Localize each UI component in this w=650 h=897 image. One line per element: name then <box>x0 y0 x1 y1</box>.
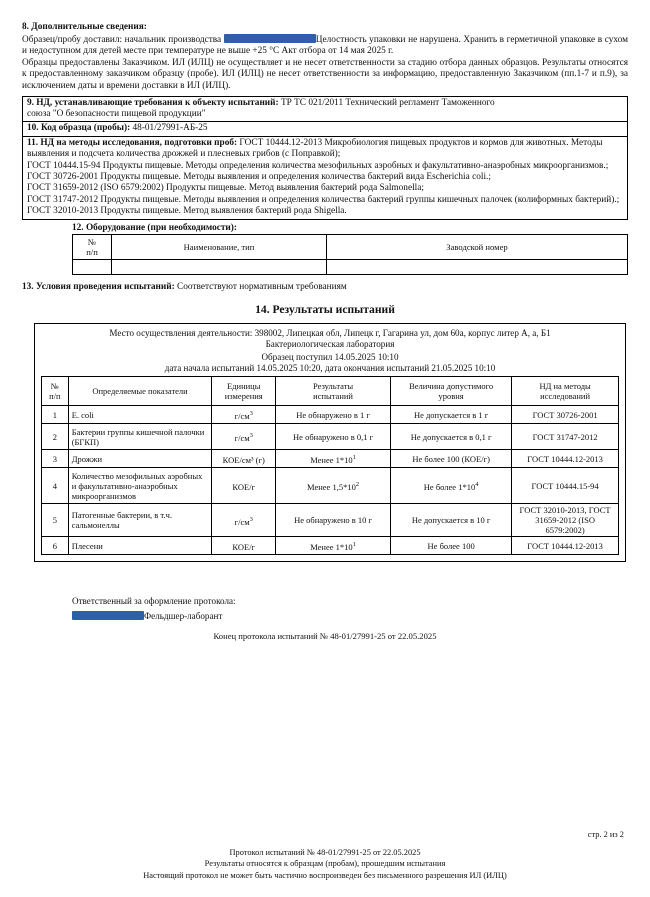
results-col-indicator: Определяемые показатели <box>68 377 212 406</box>
section-9-text-line1: ТР ТС 021/2011 Технический регламент Таможенного <box>280 97 495 108</box>
row-3-num: 3 <box>42 450 69 468</box>
row-5-nd: ГОСТ 32010-2013, ГОСТ 31659-2012 (ISO 6579:2002) <box>512 504 619 537</box>
page-number: стр. 2 из 2 <box>587 830 624 839</box>
section-8-title: 8. Дополнительные сведения: <box>22 22 147 32</box>
document-content <box>22 22 628 641</box>
row-2-units-sup: 3 <box>249 432 253 440</box>
results-col-num-top: № <box>50 381 59 392</box>
row-1-indicator: E. coli <box>68 406 212 424</box>
section-10-title: 10. Код образца (пробы): <box>27 123 131 134</box>
row-2-units <box>212 424 276 450</box>
results-col-result-top: Результаты <box>312 381 354 392</box>
row-6-indicator: Плесени <box>68 537 212 555</box>
row-6-nd: ГОСТ 10444.12-2013 <box>512 537 619 555</box>
row-3-result <box>276 450 391 468</box>
row-4-result-text: Менее 1,5*10 <box>307 481 356 492</box>
equipment-cell-name <box>112 259 327 274</box>
row-6-result <box>276 537 391 555</box>
section-13-value: Соответствуют нормативным требованиям <box>177 281 347 292</box>
row-1-result: Не обнаружено в 1 г <box>276 406 391 424</box>
section-8 <box>22 22 628 93</box>
row-2-result: Не обнаружено в 0,1 г <box>276 424 391 450</box>
footer-line-2: Результаты относятся к образцам (пробам), прошедшим испытания <box>204 859 446 868</box>
row-6-norm: Не более 100 <box>391 537 512 555</box>
section-11-box <box>22 136 628 220</box>
row-3-units-text: КОЕ/см³ (г) <box>222 454 265 465</box>
row-5-result: Не обнаружено в 10 г <box>276 504 391 537</box>
results-col-units-bottom: измерения <box>224 391 263 402</box>
section-11-line-4: ГОСТ 31747-2012 Продукты пищевые. Методы выявления и определения количества бактерий группы кишечных палочек (колиформных бактерий).; <box>27 194 620 205</box>
table-row <box>42 537 619 555</box>
row-4-norm-sup: 4 <box>475 481 479 489</box>
results-col-norm-top: Величина допустимого <box>409 381 494 392</box>
results-col-num-bottom: п/п <box>49 391 61 402</box>
section-8-delivery-text: Образец/пробу доставил: начальник производства <box>22 34 222 45</box>
row-3-result-sup: 1 <box>352 454 356 462</box>
row-4-units <box>212 468 276 504</box>
end-of-protocol-line: Конец протокола испытаний № 48-01/27991-25 от 22.05.2025 <box>213 631 437 642</box>
responsible-label: Ответственный за оформление протокола: <box>72 596 236 607</box>
row-6-num: 6 <box>42 537 69 555</box>
results-col-nd <box>512 377 619 406</box>
results-outer-box <box>34 323 626 563</box>
test-dates-line: дата начала испытаний 14.05.2025 10:20, дата окончания испытаний 21.05.2025 10:10 <box>164 363 496 374</box>
row-4-norm <box>391 468 512 504</box>
section-11-line-5: ГОСТ 32010-2013 Продукты пищевые. Метод выявления бактерий рода Shigella. <box>27 206 347 217</box>
section-10-box <box>22 121 628 135</box>
row-5-units-text: г/см <box>234 516 250 527</box>
results-col-units <box>212 377 276 406</box>
row-2-num: 2 <box>42 424 69 450</box>
section-11-line-3: ГОСТ 31659-2012 (ISO 6579:2002) Продукты пищевые. Метод выявления бактерий рода Salmonella; <box>27 183 424 194</box>
row-1-norm: Не допускается в 1 г <box>391 406 512 424</box>
results-col-nd-top: НД на методы <box>539 381 591 392</box>
row-2-units-text: г/см <box>234 432 250 443</box>
row-5-num: 5 <box>42 504 69 537</box>
equipment-col-serial: Заводской номер <box>327 234 628 259</box>
row-4-nd: ГОСТ 10444.15-94 <box>512 468 619 504</box>
redaction-bar-name <box>224 34 316 43</box>
table-row <box>42 406 619 424</box>
results-col-norm-bottom: уровня <box>438 391 464 402</box>
row-5-units-sup: 3 <box>249 515 253 523</box>
equipment-col-num <box>73 234 112 259</box>
document-footer <box>0 847 650 882</box>
equipment-table-header-row <box>73 234 628 259</box>
row-5-indicator: Патогенные бактерии, в т.ч. сальмонеллы <box>68 504 212 537</box>
row-1-nd: ГОСТ 30726-2001 <box>512 406 619 424</box>
section-13-title: 13. Условия проведения испытаний: <box>22 281 175 292</box>
row-3-indicator: Дрожжи <box>68 450 212 468</box>
row-6-units-text: КОЕ/г <box>232 541 256 552</box>
equipment-col-num-bottom: п/п <box>86 246 98 257</box>
row-4-indicator: Количество мезофильных аэробных и факультативно-анаэробных микроорганизмов <box>68 468 212 504</box>
row-1-units-text: г/см <box>234 410 250 421</box>
row-5-units <box>212 504 276 537</box>
row-1-units <box>212 406 276 424</box>
table-row <box>42 450 619 468</box>
redaction-bar-signature <box>72 611 144 620</box>
equipment-cell-serial <box>327 259 628 274</box>
results-col-result-bottom: испытаний <box>313 391 353 402</box>
sample-received-line: Образец поступил 14.05.2025 10:10 <box>261 352 399 363</box>
equipment-col-name: Наименование, тип <box>112 234 327 259</box>
equipment-table-row <box>73 259 628 274</box>
row-4-result <box>276 468 391 504</box>
section-13 <box>22 282 628 292</box>
row-2-indicator: Бактерии группы кишечной палочки (БГКП) <box>68 424 212 450</box>
row-3-norm: Не более 100 (КОЕ/г) <box>391 450 512 468</box>
section-9-text-line2: союза "О безопасности пищевой продукции" <box>27 108 206 119</box>
section-8-paragraph-2: Образцы предоставлены Заказчиком. ИЛ (ИЛЦ) не осуществляет и не несет ответственности за стадию отбора данных образцов. Результаты относятся к предоставленному заказчиком образцу (пробе). ИЛ (ИЛЦ) не несет ответственности за информацию, предоставленную Заказчиком (пп.1-7 и п.9), за исключением даты и времени доставки в ИЛ (ИЛЦ). <box>22 57 628 91</box>
section-11-line-1: ГОСТ 10444.15-94 Продукты пищевые. Методы определения количества мезофильных аэробных и факультативно-анаэробных микроорганизмов.; <box>27 160 609 171</box>
equipment-table <box>72 234 628 275</box>
row-3-result-text: Менее 1*10 <box>310 454 353 465</box>
lab-location-line-2: Бактериологическая лаборатория <box>265 339 395 350</box>
row-4-num: 4 <box>42 468 69 504</box>
results-col-norm <box>391 377 512 406</box>
results-col-result <box>276 377 391 406</box>
results-table <box>41 376 619 555</box>
table-row <box>42 468 619 504</box>
row-1-num: 1 <box>42 406 69 424</box>
footer-line-3: Настоящий протокол не может быть частично воспроизведен без письменного разрешения ИЛ (ИЛЦ) <box>143 870 507 880</box>
section-11-line-2: ГОСТ 30726-2001 Продукты пищевые. Методы выявления и определения количества бактерий вида Escherichia coli.; <box>27 172 491 182</box>
responsible-position: Фельдшер-лаборант <box>144 611 223 622</box>
row-6-result-sup: 1 <box>352 541 356 549</box>
row-4-result-sup: 2 <box>355 481 360 489</box>
section-14-title: 14. Результаты испытаний <box>255 302 395 316</box>
row-2-norm: Не допускается в 0,1 г <box>391 424 512 450</box>
table-row <box>42 504 619 537</box>
section-11-title: 11. НД на методы исследования, подготовки проб: <box>27 137 238 148</box>
results-col-num <box>42 377 69 406</box>
section-8-title-line <box>22 22 628 34</box>
equipment-cell-num <box>73 259 112 274</box>
row-4-norm-text: Не более 1*10 <box>423 481 476 492</box>
row-3-units <box>212 450 276 468</box>
section-12-title: 12. Оборудование (при необходимости): <box>72 222 237 233</box>
lab-location-line-1: Место осуществления деятельности: 398002, Липецкая обл, Липецк г, Гагарина ул, дом 60а, корпус литер А, а, Б1 <box>109 327 551 338</box>
row-2-nd: ГОСТ 31747-2012 <box>512 424 619 450</box>
section-10-value: 48-01/27991-АБ-25 <box>132 123 208 134</box>
row-6-result-text: Менее 1*10 <box>310 541 353 552</box>
results-table-header-row <box>42 377 619 406</box>
row-4-units-text: КОЕ/г <box>232 481 256 492</box>
section-9-title: 9. НД, устанавливающие требования к объекту испытаний: <box>27 97 279 108</box>
row-5-norm: Не допускается в 10 г <box>391 504 512 537</box>
equipment-col-num-top: № <box>87 236 97 247</box>
results-col-units-top: Единицы <box>227 381 261 392</box>
table-row <box>42 424 619 450</box>
results-col-nd-bottom: исследований <box>540 391 591 402</box>
section-8-paragraph-1 <box>22 34 628 58</box>
section-8-storage-text: герметичной упаковке в сухом и недоступном для детей месте при температуре не выше +25 °С Акт отбора от 14 мая 2025 г. <box>22 34 629 57</box>
row-6-units <box>212 537 276 555</box>
section-8-package-text: Целостность упаковки не нарушена. Хранить в <box>315 34 505 45</box>
section-9-box <box>22 96 628 122</box>
row-1-units-sup: 3 <box>249 410 253 418</box>
section-11-line-0: ГОСТ 10444.12-2013 Микробиология пищевых продуктов и кормов для животных. Методы выявления и подсчета количества дрожжей и плесневых грибов (с Поправкой); <box>27 137 603 160</box>
footer-line-1: Протокол испытаний № 48-01/27991-25 от 22.05.2025 <box>229 847 421 857</box>
responsible-signature-row <box>72 611 628 621</box>
row-3-nd: ГОСТ 10444.12-2013 <box>512 450 619 468</box>
